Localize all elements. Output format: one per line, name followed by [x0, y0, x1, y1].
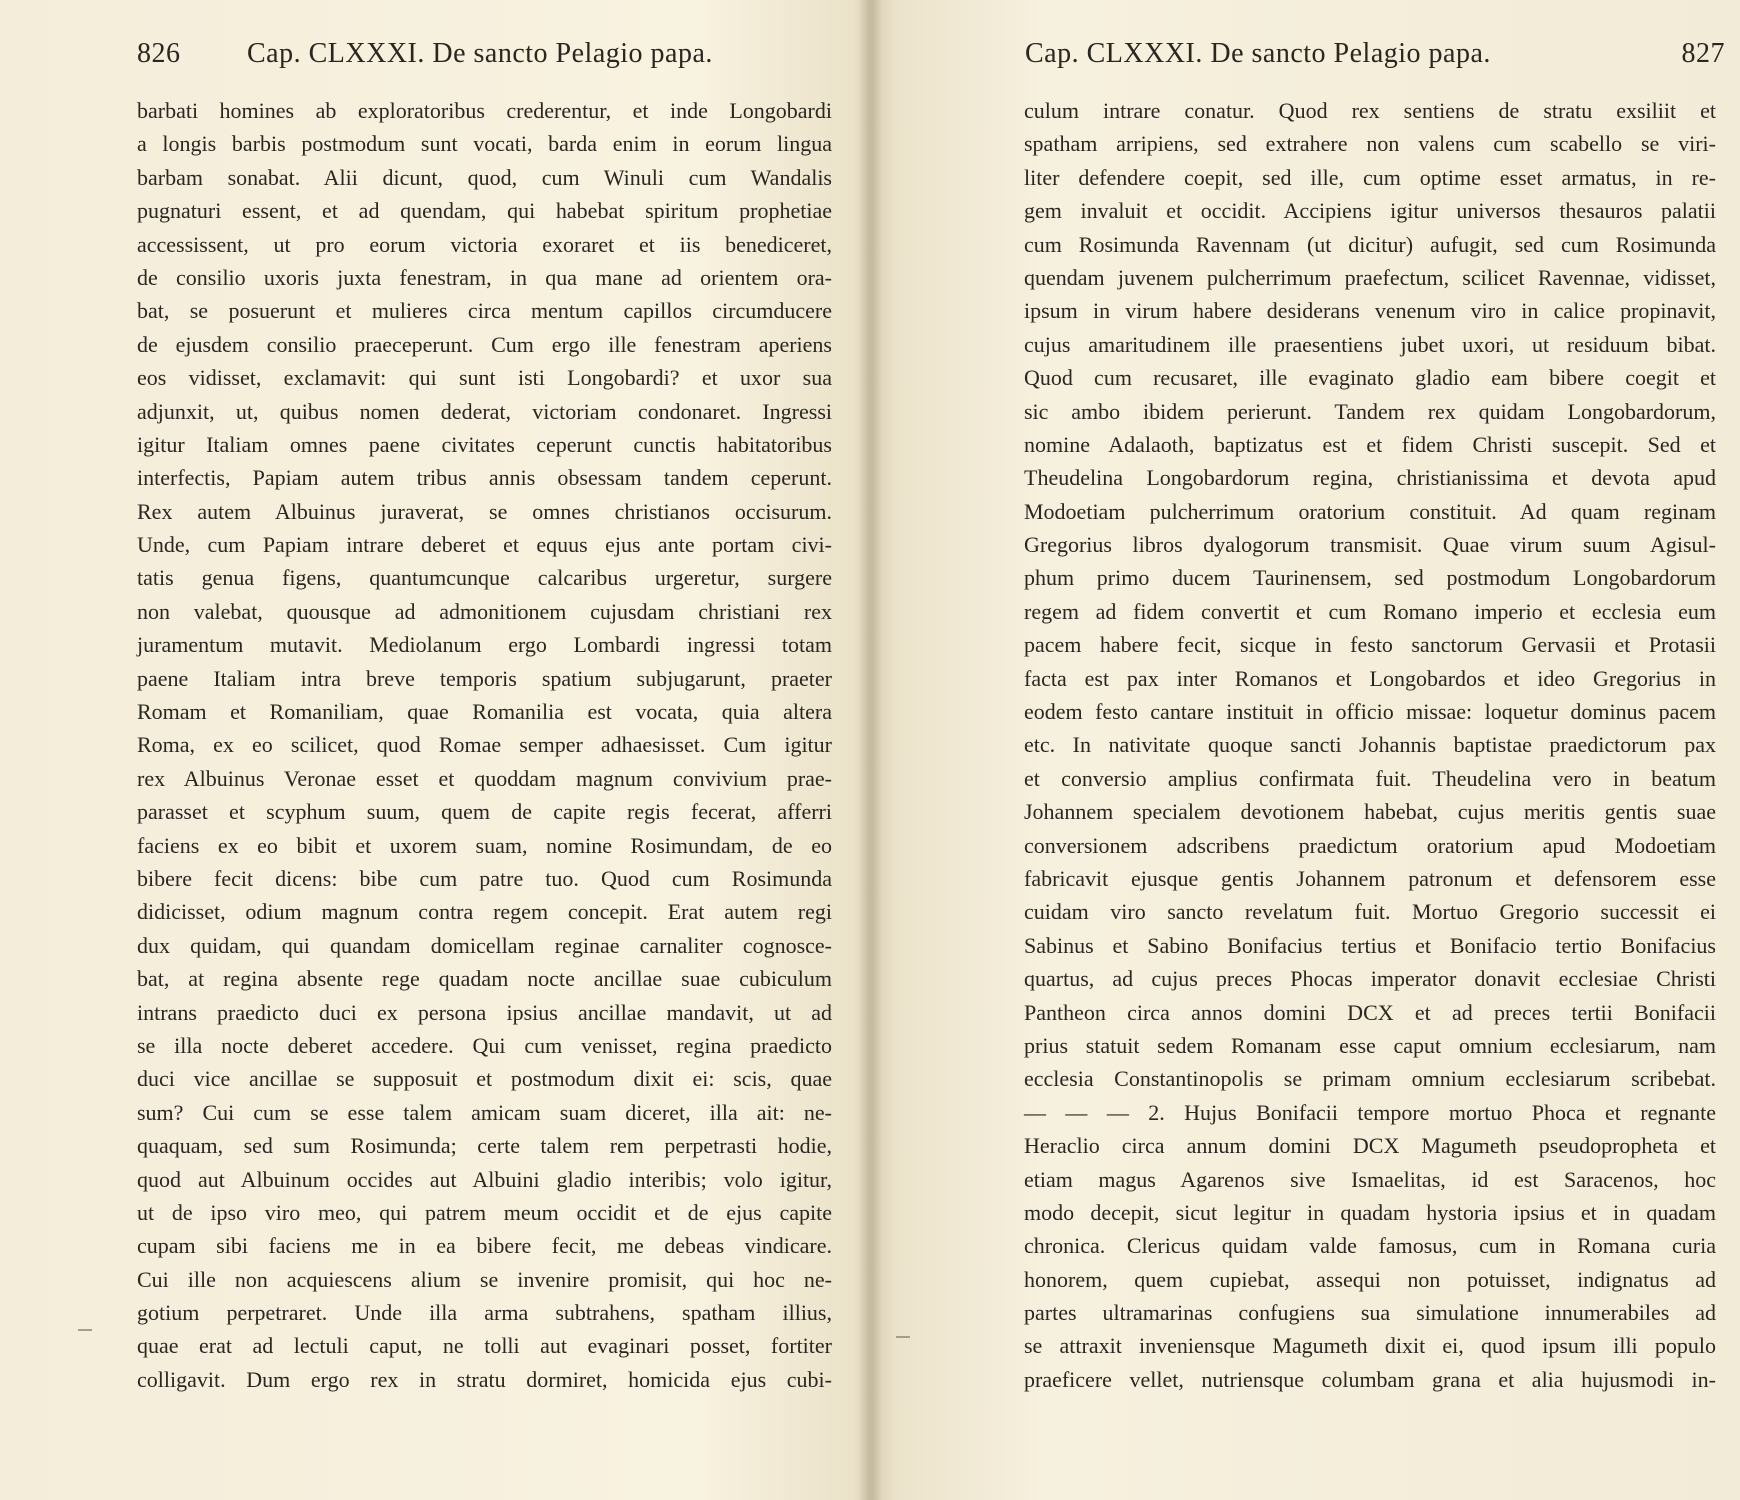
text-line: bibere fecit dicens: bibe cum patre tuo. Quod cum Rosimunda — [137, 865, 832, 891]
text-line: etiam magus Agarenos sive Ismaelitas, id est Saracenos, hoc — [1024, 1166, 1716, 1192]
margin-mark — [896, 1336, 910, 1338]
text-line: regem ad fidem convertit et cum Romano imperio et ecclesia eum — [1024, 598, 1716, 624]
text-line: barbati homines ab exploratoribus crederentur, et inde Longobardi — [137, 98, 832, 123]
text-line: facta est pax inter Romanos et Longobardos et ideo Gregorius in — [1024, 665, 1716, 691]
text-line: — — — 2. Hujus Bonifacii tempore mortuo Phoca et regnante — [1024, 1099, 1716, 1125]
text-line: etc. In nativitate quoque sancti Johannis baptistae praedictorum pax — [1024, 732, 1716, 758]
text-line: Theudelina Longobardorum regina, christianissima et devota apud — [1024, 465, 1716, 491]
text-line: cuidam viro sancto revelatum fuit. Mortuo Gregorio successit ei — [1024, 899, 1716, 925]
text-line: culum intrare conatur. Quod rex sentiens de stratu exsiliit et — [1024, 98, 1716, 123]
text-line: intrans praedicto duci ex persona ipsius ancillae mandavit, ut ad — [137, 999, 832, 1025]
text-line: liter defendere coepit, sed ille, cum optime esset armatus, in re- — [1024, 164, 1716, 190]
text-line: faciens ex eo bibit et uxorem suam, nomine Rosimundam, de eo — [137, 832, 832, 858]
text-line: Rex autem Albuinus juraverat, se omnes christianos occisurum. — [137, 498, 832, 524]
text-line: cupam sibi faciens me in ea bibere fecit, me debeas vindicare. — [137, 1233, 832, 1259]
text-line: cujus amaritudinem ille praesentiens jubet uxori, ut residuum bibat. — [1024, 331, 1716, 357]
text-line: se attraxit inveniensque Magumeth dixit ei, quod ipsum illi populo — [1024, 1333, 1716, 1359]
text-line: quendam juvenem pulcherrimum praefectum, scilicet Ravennae, vidisset, — [1024, 264, 1716, 290]
margin-mark — [78, 1329, 92, 1331]
text-line: pugnaturi essent, et ad quendam, qui habebat spiritum prophetiae — [137, 198, 832, 224]
text-line: a longis barbis postmodum sunt vocati, barda enim in eorum lingua — [137, 131, 832, 157]
text-line: nomine Adalaoth, baptizatus est et fidem Christi suscepit. Sed et — [1024, 431, 1716, 457]
text-line: partes ultramarinas confugiens sua simulatione innumerabiles ad — [1024, 1300, 1716, 1326]
text-line: parasset et scyphum suum, quem de capite regis fecerat, afferri — [137, 799, 832, 825]
text-line: Heraclio circa annum domini DCX Magumeth pseudopropheta et — [1024, 1133, 1716, 1159]
text-line: quae erat ad lectuli caput, ne tolli aut evaginari posset, fortiter — [137, 1333, 832, 1359]
text-line: et conversio amplius confirmata fuit. Theudelina vero in beatum — [1024, 765, 1716, 791]
text-line: accessissent, ut pro eorum victoria exoraret et iis benediceret, — [137, 231, 832, 257]
text-line: sic ambo ibidem perierunt. Tandem rex quidam Longobardorum, — [1024, 398, 1716, 424]
text-line: Unde, cum Papiam intrare deberet et equus ejus ante portam civi- — [137, 532, 832, 558]
text-line: quaquam, sed sum Rosimunda; certe talem rem perpetrasti hodie, — [137, 1133, 832, 1159]
text-line: didicisset, odium magnum contra regem concepit. Erat autem regi — [137, 899, 832, 925]
right-page — [874, 0, 1740, 1500]
text-line: sum? Cui cum se esse talem amicam suam diceret, illa ait: ne- — [137, 1099, 832, 1125]
right-page-body — [1024, 94, 1716, 1396]
right-running-title: Cap. CLXXXI. De sancto Pelagio papa. — [1025, 38, 1491, 69]
text-line: honorem, quem cupiebat, assequi non potuisset, indignatus ad — [1024, 1266, 1716, 1292]
text-line: Pantheon circa annos domini DCX et ad preces tertii Bonifacii — [1024, 999, 1716, 1025]
text-line: duci vice ancillae se supposuit et postmodum dixit ei: scis, quae — [137, 1066, 832, 1092]
text-line: se illa nocte deberet accedere. Qui cum venisset, regina praedicto — [137, 1032, 832, 1058]
text-line: de ejusdem consilio praeceperunt. Cum ergo ille fenestram aperiens — [137, 331, 832, 357]
text-line: adjunxit, ut, quibus nomen dederat, victoriam condonaret. Ingressi — [137, 398, 832, 424]
text-line: ut de ipso viro meo, qui patrem meum occidit et de ejus capite — [137, 1199, 832, 1225]
text-line: eos vidisset, exclamavit: qui sunt isti Longobardi? et uxor sua — [137, 365, 832, 391]
text-line: colligavit. Dum ergo rex in stratu dormiret, homicida ejus cubi- — [137, 1366, 832, 1392]
text-line: gotium perpetraret. Unde illa arma subtrahens, spatham illius, — [137, 1300, 832, 1326]
text-line: paene Italiam intra breve temporis spatium subjugarunt, praeter — [137, 665, 832, 691]
text-line: prius statuit sedem Romanam esse caput omnium ecclesiarum, nam — [1024, 1032, 1716, 1058]
text-line: gem invaluit et occidit. Accipiens igitur universos thesauros palatii — [1024, 198, 1716, 224]
text-line: tatis genua figens, quantumcunque calcaribus urgeretur, surgere — [137, 565, 832, 591]
right-page-number: 827 — [1681, 38, 1725, 69]
text-line: dux quidam, qui quandam domicellam reginae carnaliter cognosce- — [137, 932, 832, 958]
text-line: Quod cum recusaret, ille evaginato gladio eam bibere coegit et — [1024, 365, 1716, 391]
text-line: non valebat, quousque ad admonitionem cujusdam christiani rex — [137, 598, 832, 624]
text-line: juramentum mutavit. Mediolanum ergo Lombardi ingressi totam — [137, 632, 832, 658]
text-line: Johannem specialem devotionem habebat, cujus meritis gentis suae — [1024, 799, 1716, 825]
text-line: ecclesia Constantinopolis se primam omnium ecclesiarum scribebat. — [1024, 1066, 1716, 1092]
text-line: rex Albuinus Veronae esset et quoddam magnum convivium prae- — [137, 765, 832, 791]
text-line: Modoetiam pulcherrimum oratorium constituit. Ad quam reginam — [1024, 498, 1716, 524]
text-line: barbam sonabat. Alii dicunt, quod, cum Winuli cum Wandalis — [137, 164, 832, 190]
left-page-number: 826 — [137, 38, 181, 69]
text-line: spatham arripiens, sed extrahere non valens cum scabello se viri- — [1024, 131, 1716, 157]
text-line: bat, se posuerunt et mulieres circa mentum capillos circumducere — [137, 298, 832, 324]
text-line: eodem festo cantare instituit in officio missae: loquetur dominus pacem — [1024, 699, 1716, 725]
text-line: praeficere vellet, nutriensque columbam grana et alia hujusmodi in- — [1024, 1366, 1716, 1392]
text-line: bat, at regina absente rege quadam nocte ancillae suae cubiculum — [137, 966, 832, 992]
text-line: interfectis, Papiam autem tribus annis obsessam tandem ceperunt. — [137, 465, 832, 491]
text-line: modo decepit, sicut legitur in quadam hystoria ipsius et in quadam — [1024, 1199, 1716, 1225]
right-page-header — [1025, 38, 1725, 78]
text-line: fabricavit ejusque gentis Johannem patronum et defensorem esse — [1024, 865, 1716, 891]
text-line: Cui ille non acquiescens alium se invenire promisit, qui hoc ne- — [137, 1266, 832, 1292]
left-page-header — [137, 38, 837, 78]
text-line: chronica. Clericus quidam valde famosus, cum in Romana curia — [1024, 1233, 1716, 1259]
text-line: de consilio uxoris juxta fenestram, in qua mane ad orientem ora- — [137, 264, 832, 290]
left-running-title: Cap. CLXXXI. De sancto Pelagio papa. — [247, 38, 713, 69]
left-page-body — [137, 94, 832, 1396]
text-line: Gregorius libros dyalogorum transmisit. Quae virum suum Agisul- — [1024, 532, 1716, 558]
left-page — [0, 0, 868, 1500]
text-line: ipsum in virum habere desiderans venenum viro in calice propinavit, — [1024, 298, 1716, 324]
text-line: quod aut Albuinum occides aut Albuini gladio interibis; volo igitur, — [137, 1166, 832, 1192]
text-line: phum primo ducem Taurinensem, sed postmodum Longobardorum — [1024, 565, 1716, 591]
text-line: quartus, ad cujus preces Phocas imperator donavit ecclesiae Christi — [1024, 966, 1716, 992]
text-line: Roma, ex eo scilicet, quod Romae semper adhaesisset. Cum igitur — [137, 732, 832, 758]
text-line: conversionem adscribens praedictum oratorium apud Modoetiam — [1024, 832, 1716, 858]
text-line: Sabinus et Sabino Bonifacius tertius et Bonifacio tertio Bonifacius — [1024, 932, 1716, 958]
text-line: igitur Italiam omnes paene civitates ceperunt cunctis habitatoribus — [137, 431, 832, 457]
text-line: cum Rosimunda Ravennam (ut dicitur) aufugit, sed cum Rosimunda — [1024, 231, 1716, 257]
text-line: pacem habere fecit, sicque in festo sanctorum Gervasii et Protasii — [1024, 632, 1716, 658]
text-line: Romam et Romaniliam, quae Romanilia est vocata, quia altera — [137, 699, 832, 725]
